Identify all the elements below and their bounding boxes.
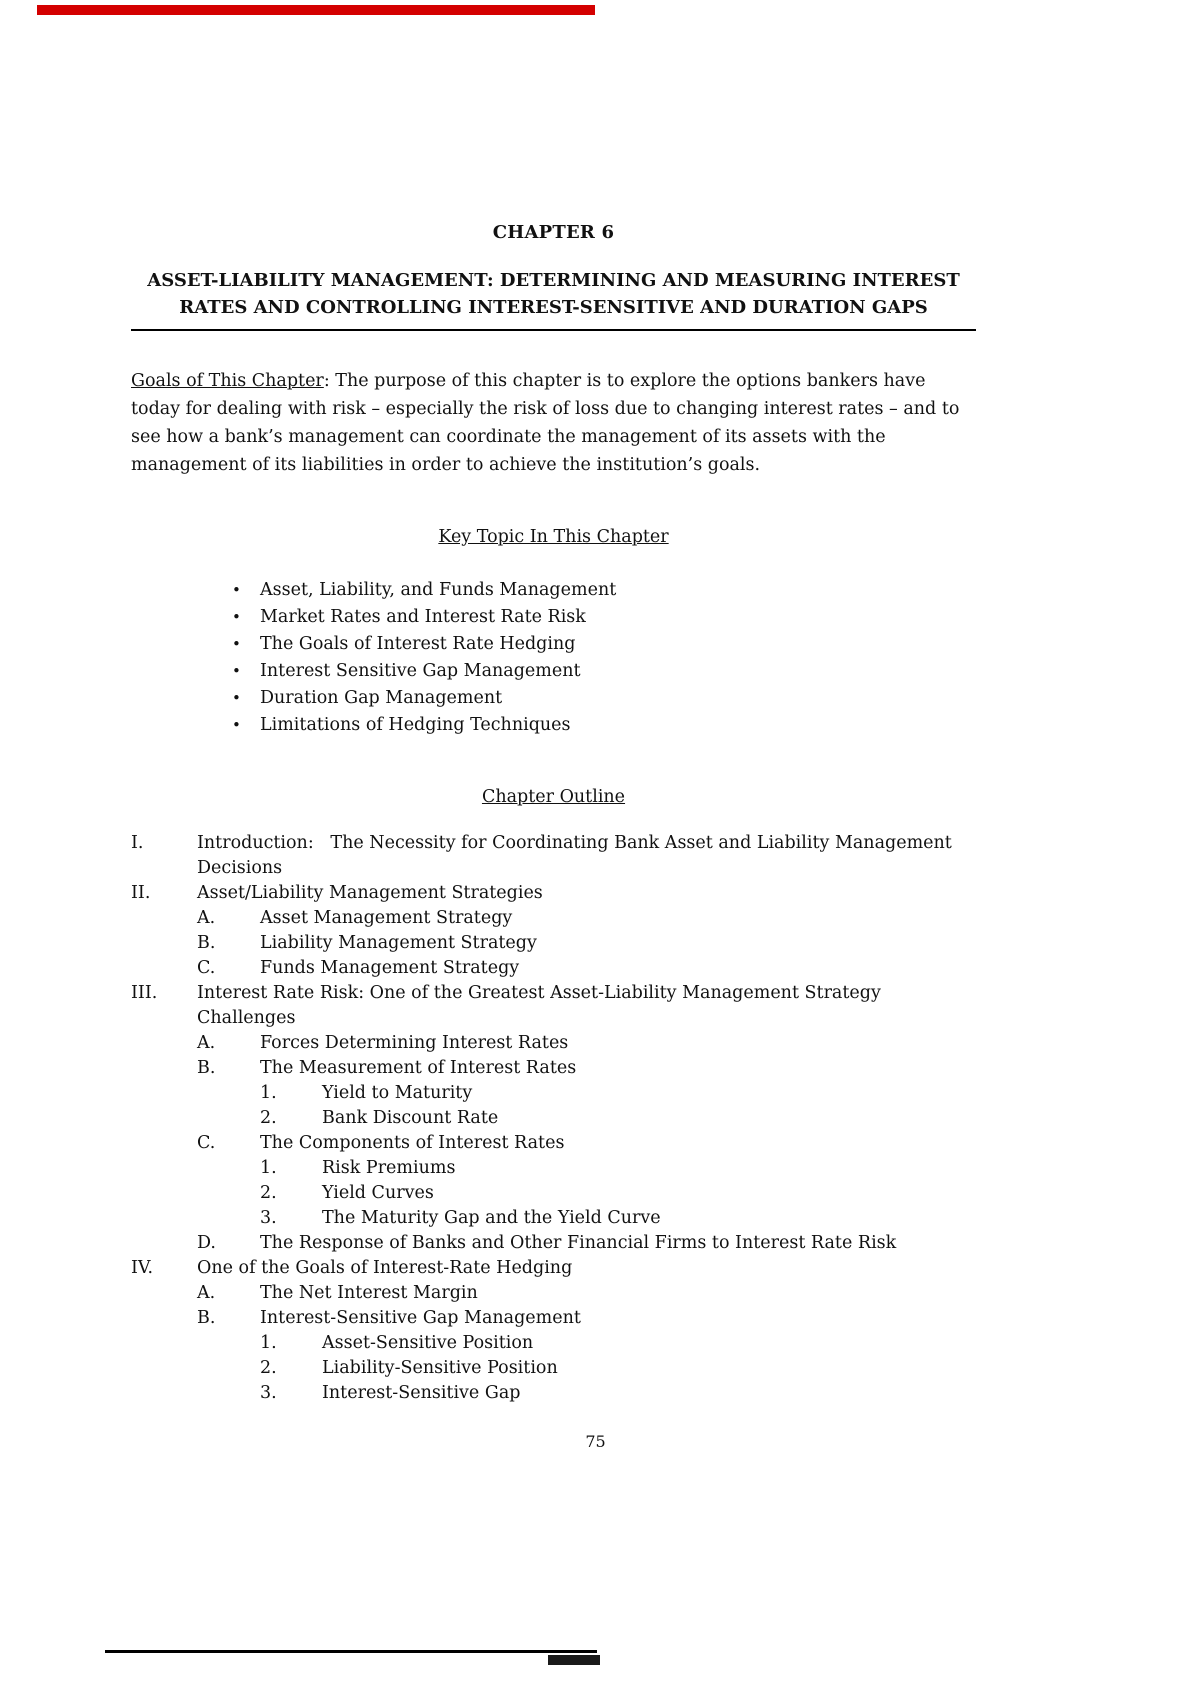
outline-marker: 1. [260, 1333, 277, 1353]
bullet-icon: • [232, 608, 241, 626]
outline-text: Liability Management Strategy [260, 933, 537, 953]
list-item-text: The Goals of Interest Rate Hedging [260, 634, 576, 654]
list-item [131, 685, 976, 712]
outline-item [131, 1206, 976, 1231]
outline-item [131, 1156, 976, 1181]
outline-item [131, 1306, 976, 1331]
outline-marker: 3. [260, 1208, 277, 1228]
outline-item [131, 1331, 976, 1356]
outline-item [131, 931, 976, 956]
list-item-text: Asset, Liability, and Funds Management [260, 580, 617, 600]
outline-item [131, 1131, 976, 1156]
bullet-icon: • [232, 635, 241, 653]
outline-item [131, 981, 976, 1031]
list-item [131, 658, 976, 685]
goals-paragraph [131, 367, 976, 479]
outline-item [131, 956, 976, 981]
outline-item [131, 1231, 976, 1256]
outline-item [131, 1381, 976, 1406]
outline-marker: 1. [260, 1083, 277, 1103]
bullet-icon: • [232, 662, 241, 680]
outline-text: The Measurement of Interest Rates [260, 1058, 577, 1078]
outline-item [131, 1281, 976, 1306]
title-rule [131, 329, 976, 331]
chapter-outline-heading: Chapter Outline [481, 787, 626, 807]
list-item-text: Interest Sensitive Gap Management [260, 661, 581, 681]
outline-marker: I. [131, 833, 144, 853]
list-item [131, 631, 976, 658]
outline-item [131, 1056, 976, 1081]
list-item-text: Duration Gap Management [260, 688, 503, 708]
outline-item [131, 1106, 976, 1131]
scan-artifact-line [105, 1650, 597, 1653]
outline-marker: 3. [260, 1383, 277, 1403]
outline-marker: B. [197, 933, 216, 953]
outline-text: Interest-Sensitive Gap [322, 1383, 521, 1403]
outline-text: One of the Goals of Interest-Rate Hedging [197, 1258, 573, 1278]
outline-marker: A. [197, 1283, 216, 1303]
goals-body: : The purpose of this chapter is to explore the options bankers have today for dealing with risk – especially the risk of loss due to changing interest rates – and to see how a bank’s management can coordinate the management of its assets with the management of its liabilities in order to achieve the institution’s goals. [131, 371, 960, 475]
outline-marker: A. [197, 1033, 216, 1053]
chapter-number: CHAPTER 6 [492, 222, 615, 243]
outline-text: Asset/Liability Management Strategies [197, 883, 543, 903]
outline-text: Asset-Sensitive Position [322, 1333, 534, 1353]
outline-text: The Response of Banks and Other Financial Firms to Interest Rate Risk [260, 1233, 897, 1253]
page-content [131, 0, 976, 1406]
chapter-outline-list [131, 831, 976, 1406]
outline-item [131, 906, 976, 931]
outline-marker: D. [197, 1233, 216, 1253]
outline-text: Asset Management Strategy [260, 908, 513, 928]
outline-item [131, 831, 976, 881]
outline-text: Liability-Sensitive Position [322, 1358, 558, 1378]
list-item [131, 577, 976, 604]
outline-text: Introduction: The Necessity for Coordinating Bank Asset and Liability Management Decisions [197, 833, 958, 878]
outline-text: Risk Premiums [322, 1158, 456, 1178]
list-item-text: Limitations of Hedging Techniques [260, 715, 571, 735]
page-title: ASSET-LIABILITY MANAGEMENT: DETERMINING AND MEASURING INTEREST RATES AND CONTROLLING INTEREST-SENSITIVE AND DURATION GAPS [147, 270, 960, 318]
list-item [131, 712, 976, 739]
outline-marker: 2. [260, 1108, 277, 1128]
bullet-icon: • [232, 581, 241, 599]
outline-marker: 2. [260, 1358, 277, 1378]
outline-marker: C. [197, 958, 216, 978]
scan-artifact-mark [548, 1655, 600, 1665]
outline-item [131, 1256, 976, 1281]
bullet-icon: • [232, 716, 241, 734]
key-topics-list [131, 577, 976, 739]
list-item [131, 604, 976, 631]
list-item-text: Market Rates and Interest Rate Risk [260, 607, 586, 627]
outline-text: The Net Interest Margin [260, 1283, 478, 1303]
bullet-icon: • [232, 689, 241, 707]
outline-text: Funds Management Strategy [260, 958, 520, 978]
outline-item [131, 1081, 976, 1106]
outline-marker: A. [197, 908, 216, 928]
outline-text: Bank Discount Rate [322, 1108, 499, 1128]
outline-marker: B. [197, 1058, 216, 1078]
outline-text: Yield to Maturity [322, 1083, 473, 1103]
outline-marker: 1. [260, 1158, 277, 1178]
outline-marker: III. [131, 983, 158, 1003]
outline-marker: IV. [131, 1258, 154, 1278]
outline-item [131, 1356, 976, 1381]
outline-text: Interest Rate Risk: One of the Greatest Asset-Liability Management Strategy Challenges [197, 983, 887, 1028]
outline-marker: II. [131, 883, 151, 903]
outline-text: The Maturity Gap and the Yield Curve [322, 1208, 661, 1228]
outline-marker: B. [197, 1308, 216, 1328]
outline-item [131, 1031, 976, 1056]
key-topics-heading: Key Topic In This Chapter [438, 527, 669, 547]
outline-text: Interest-Sensitive Gap Management [260, 1308, 581, 1328]
goals-lead: Goals of This Chapter [131, 371, 324, 391]
outline-item [131, 1181, 976, 1206]
outline-marker: C. [197, 1133, 216, 1153]
page-number: 75 [585, 1432, 606, 1451]
outline-marker: 2. [260, 1183, 277, 1203]
outline-text: Yield Curves [322, 1183, 434, 1203]
outline-item [131, 881, 976, 906]
outline-text: Forces Determining Interest Rates [260, 1033, 569, 1053]
outline-text: The Components of Interest Rates [260, 1133, 565, 1153]
